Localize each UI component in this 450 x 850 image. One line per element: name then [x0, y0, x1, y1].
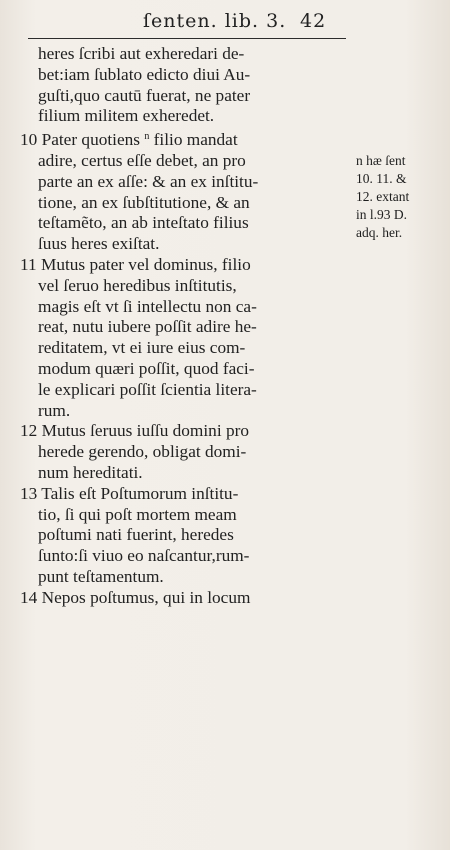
text-line-paragraph-11: 11 Mutus pater vel dominus, filio — [20, 254, 251, 274]
margin-note-line: n hæ ſent — [356, 153, 406, 168]
paragraph-10-start: 10 Pater quotiens — [20, 130, 140, 150]
text-line: rum. — [38, 400, 71, 420]
text-line-paragraph-13: 13 Talis eſt Poſtumorum inſtitu- — [20, 483, 239, 503]
text-line: punt teſtamentum. — [38, 566, 164, 586]
text-line: tione, an ex ſubſtitutione, & an — [38, 192, 250, 212]
text-line: reditatem, vt ei iure eius com- — [38, 338, 246, 358]
text-line: ſuus heres exiſtat. — [38, 234, 160, 254]
text-line: num hereditati. — [38, 462, 143, 482]
running-title: ſenten. lib. 3. — [143, 10, 287, 32]
text-line: reat, nutu iubere poſſit adire he- — [38, 317, 257, 337]
page-number: 42 — [300, 10, 327, 32]
text-line: ſunto:ſi viuo eo naſcantur,rum- — [38, 546, 250, 566]
margin-note-line: in l.93 D. — [356, 207, 408, 222]
footnote-marker: n — [144, 131, 150, 143]
text-line: poſtumi nati fuerint, heredes — [38, 525, 234, 545]
page-header — [0, 6, 450, 40]
text-line: guſti,quo cautū fuerat, ne pater — [38, 85, 251, 105]
text-line: modum quæri poſſit, quod faci- — [38, 358, 255, 378]
text-line: teſtamẽto, an ab inteſtato filius — [38, 213, 249, 233]
text-line-paragraph-14: 14 Nepos poſtumus, qui in locum — [20, 587, 251, 607]
margin-note-line: 10. 11. & — [356, 171, 407, 186]
text-line: magis eſt vt ſi intellectu non ca- — [38, 296, 257, 316]
main-text — [20, 44, 350, 609]
text-line: parte an ex aſſe: & an ex inſtitu- — [38, 171, 259, 191]
text-line: adire, certus eſſe debet, an pro — [38, 150, 246, 170]
text-line: filium militem exheredet. — [38, 106, 215, 126]
header-rule — [28, 38, 346, 39]
margin-note-line: 12. extant — [356, 189, 410, 204]
margin-note — [356, 152, 448, 242]
paragraph-10-continuation: filio mandat — [153, 130, 238, 150]
text-line: bet:iam ſublato edicto diui Au- — [38, 64, 251, 84]
text-line: herede gerendo, obligat domi- — [38, 442, 247, 462]
text-line: heres ſcribi aut exheredari de- — [38, 44, 245, 63]
text-line: tio, ſi qui poſt mortem meam — [38, 504, 237, 524]
text-line: le explicari poſſit ſcientia litera- — [38, 379, 257, 399]
text-line: vel ſeruo heredibus inſtitutis, — [38, 275, 237, 295]
text-line-paragraph-10 — [20, 127, 350, 151]
margin-note-line: adq. her. — [356, 225, 403, 240]
text-line-paragraph-12: 12 Mutus ſeruus iuſſu domini pro — [20, 421, 249, 441]
